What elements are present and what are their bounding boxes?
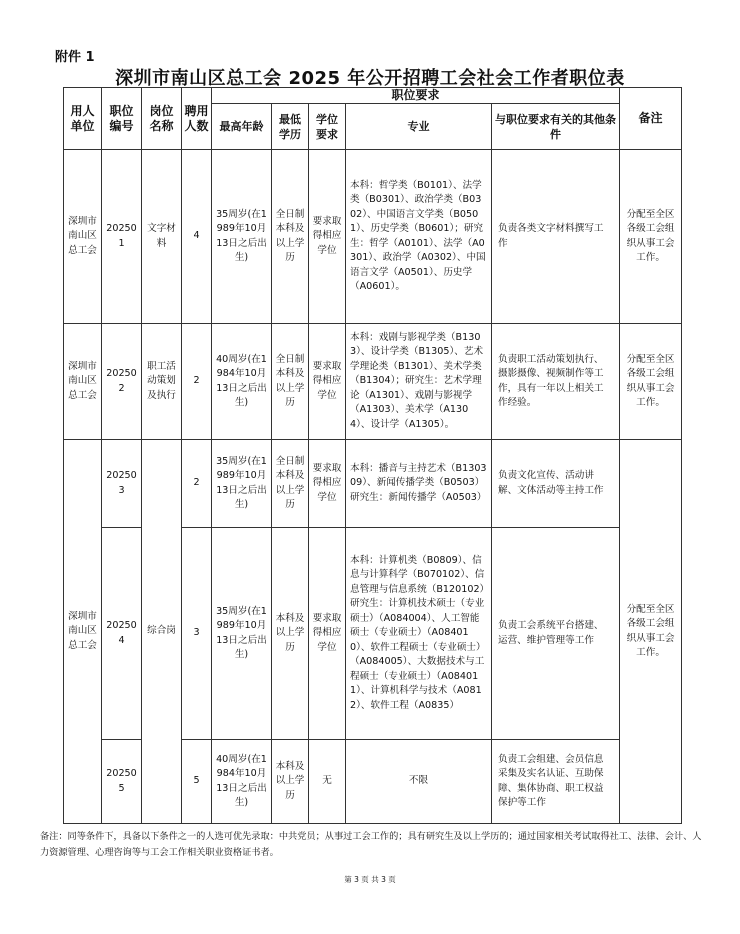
header-max-age: 最高年龄 xyxy=(212,104,272,150)
cell-position-code: 202503 xyxy=(102,440,142,528)
header-min-education: 最低学历 xyxy=(272,104,309,150)
cell-other-conditions: 负责文化宣传、活动讲解、文体活动等主持工作 xyxy=(492,440,620,528)
cell-employer: 深圳市南山区总工会 xyxy=(64,440,102,824)
header-position-name: 岗位名称 xyxy=(142,88,182,150)
cell-hire-count: 2 xyxy=(182,440,212,528)
cell-max-age: 35周岁(在1989年10月13日之后出生) xyxy=(212,440,272,528)
header-degree-req: 学位要求 xyxy=(309,104,346,150)
cell-min-education: 本科及以上学历 xyxy=(272,740,309,824)
cell-hire-count: 4 xyxy=(182,150,212,324)
cell-position-name: 文字材料 xyxy=(142,150,182,324)
table-footnote: 备注：同等条件下，具备以下条件之一的人选可优先录取：中共党员；从事过工会工作的；具有研究生及以上学历的；通过国家相关考试取得社工、法律、会计、人力资源管理、心理咨询等与工会工作相关职业资格证书者。 xyxy=(40,831,702,858)
cell-hire-count: 5 xyxy=(182,740,212,824)
cell-min-education: 本科及以上学历 xyxy=(272,528,309,740)
cell-remark: 分配至全区各级工会组织从事工会工作。 xyxy=(620,150,682,324)
cell-hire-count: 3 xyxy=(182,528,212,740)
cell-max-age: 35周岁(在1989年10月13日之后出生) xyxy=(212,150,272,324)
cell-max-age: 40周岁(在1984年10月13日之后出生) xyxy=(212,324,272,440)
cell-degree-req: 要求取得相应学位 xyxy=(309,324,346,440)
position-table xyxy=(63,87,682,824)
cell-other-conditions: 负责职工活动策划执行、摄影摄像、视频制作等工作，具有一年以上相关工作经验。 xyxy=(492,324,620,440)
cell-major: 不限 xyxy=(346,740,492,824)
cell-other-conditions: 负责各类文字材料撰写工作 xyxy=(492,150,620,324)
cell-major: 本科：戏剧与影视学类（B1303）、设计学类（B1305）、艺术学理论类（B1301）、美术学类（B1304）；研究生：艺术学理论（A1301）、戏剧与影视学（A1303）、美术学（A1304）、设计学（A1305）。 xyxy=(346,324,492,440)
cell-employer: 深圳市南山区总工会 xyxy=(64,150,102,324)
cell-max-age: 35周岁(在1989年10月13日之后出生) xyxy=(212,528,272,740)
header-employer: 用人单位 xyxy=(64,88,102,150)
cell-remark: 分配至全区各级工会组织从事工会工作。 xyxy=(620,440,682,824)
cell-max-age: 40周岁(在1984年10月13日之后出生) xyxy=(212,740,272,824)
cell-position-code: 202504 xyxy=(102,528,142,740)
cell-min-education: 全日制本科及以上学历 xyxy=(272,324,309,440)
table-row xyxy=(64,324,682,440)
table-row xyxy=(64,150,682,324)
cell-position-code: 202502 xyxy=(102,324,142,440)
cell-position-code: 202505 xyxy=(102,740,142,824)
header-hire-count: 聘用人数 xyxy=(182,88,212,150)
header-position-code: 职位编号 xyxy=(102,88,142,150)
cell-major: 本科：播音与主持艺术（B130309）、新闻传播学类（B0503）研究生：新闻传播学（A0503） xyxy=(346,440,492,528)
header-requirements-group: 职位要求 xyxy=(212,88,620,104)
cell-other-conditions: 负责工会系统平台搭建、运营、维护管理等工作 xyxy=(492,528,620,740)
cell-min-education: 全日制本科及以上学历 xyxy=(272,440,309,528)
header-major: 专业 xyxy=(346,104,492,150)
cell-major: 本科：计算机类（B0809）、信息与计算科学（B070102）、信息管理与信息系统（B120102）研究生：计算机技术硕士（专业硕士）（A084004）、人工智能硕士（专业硕士）（A084010）、软件工程硕士（专业硕士）（A084005）、大数据技术与工程硕士（专业硕士）（A084011）、计算机科学与技术（A0812）、软件工程（A0835） xyxy=(346,528,492,740)
cell-hire-count: 2 xyxy=(182,324,212,440)
table-row xyxy=(64,440,682,528)
attachment-label: 附件 1 xyxy=(55,50,95,65)
cell-position-name: 综合岗 xyxy=(142,440,182,824)
header-remarks: 备注 xyxy=(620,88,682,150)
cell-degree-req: 要求取得相应学位 xyxy=(309,528,346,740)
page-title: 深圳市南山区总工会 2025 年公开招聘工会社会工作者职位表 xyxy=(115,68,625,89)
cell-position-code: 202501 xyxy=(102,150,142,324)
cell-remark: 分配至全区各级工会组织从事工会工作。 xyxy=(620,324,682,440)
cell-degree-req: 无 xyxy=(309,740,346,824)
cell-degree-req: 要求取得相应学位 xyxy=(309,150,346,324)
cell-major: 本科：哲学类（B0101）、法学类（B0301）、政治学类（B0302）、中国语言文学类（B0501）、历史学类（B0601）；研究生：哲学（A0101）、法学（A0301）、政治学（A0302）、中国语言文学（A0501）、历史学（A0601）。 xyxy=(346,150,492,324)
cell-degree-req: 要求取得相应学位 xyxy=(309,440,346,528)
header-other-conditions: 与职位要求有关的其他条件 xyxy=(492,104,620,150)
cell-other-conditions: 负责工会组建、会员信息采集及实名认证、互助保障、集体协商、职工权益保护等工作 xyxy=(492,740,620,824)
cell-employer: 深圳市南山区总工会 xyxy=(64,324,102,440)
cell-position-name: 职工活动策划及执行 xyxy=(142,324,182,440)
page-number: 第 3 页 共 3 页 xyxy=(344,875,396,884)
cell-min-education: 全日制本科及以上学历 xyxy=(272,150,309,324)
